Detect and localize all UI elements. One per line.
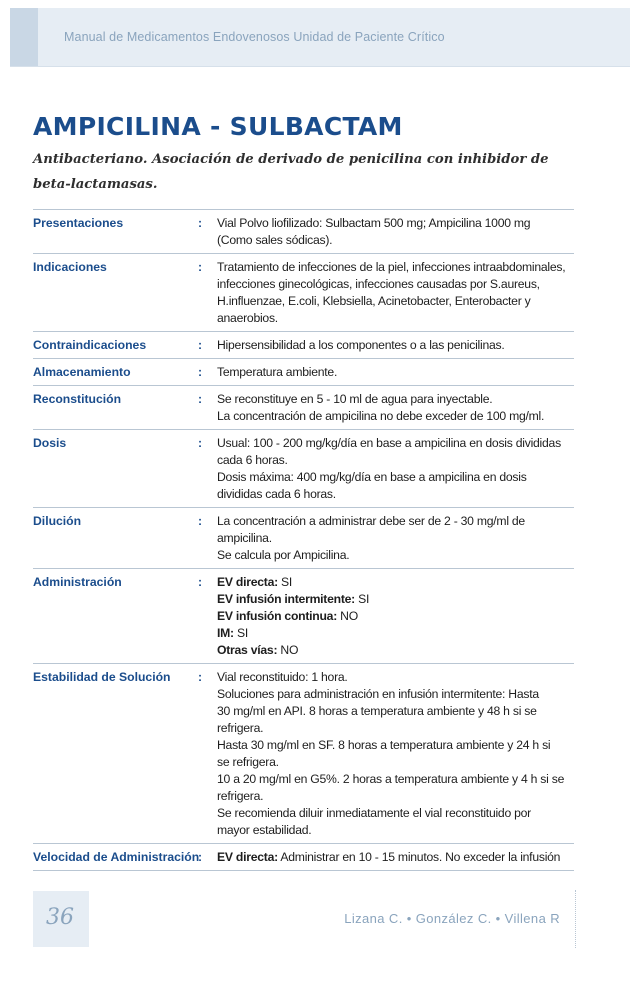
value-line-text: SI (354, 592, 370, 606)
row-separator: : (198, 575, 203, 589)
value-line-text: Vial Polvo liofilizado: Sulbactam 500 mg; Ampicilina 1000 mg (217, 216, 531, 230)
value-line-text: Se reconstituye en 5 - 10 ml de agua para inyectable. (217, 392, 493, 406)
value-line (217, 788, 574, 805)
value-line-text: SI (277, 575, 293, 589)
value-line (217, 642, 574, 659)
value-line-text: se refrigera. (217, 755, 279, 769)
value-line-text: anaerobios. (217, 311, 278, 325)
row-value (217, 337, 574, 354)
row-value (217, 435, 574, 503)
value-line (217, 754, 574, 771)
row-separator: : (198, 260, 203, 274)
value-line (217, 310, 574, 327)
row-separator: : (198, 392, 203, 406)
value-line (217, 276, 574, 293)
value-line-text: divididas cada 6 horas. (217, 487, 336, 501)
row-separator: : (198, 216, 203, 230)
value-line (217, 591, 574, 608)
running-header-title: Manual de Medicamentos Endovenosos Unidad de Paciente Crítico (64, 30, 445, 44)
row-separator: : (198, 338, 203, 352)
value-line-text: Temperatura ambiente. (217, 365, 338, 379)
row-value (217, 391, 574, 425)
value-line-text: ampicilina. (217, 531, 272, 545)
value-line-text: Hipersensibilidad a los componentes o a las penicilinas. (217, 338, 505, 352)
table-row (33, 844, 574, 871)
value-line (217, 435, 574, 452)
table-row (33, 569, 574, 664)
value-line (217, 293, 574, 310)
row-value (217, 259, 574, 327)
row-separator: : (198, 670, 203, 684)
value-line (217, 686, 574, 703)
value-line-text: NO (277, 643, 299, 657)
value-line-text: Tratamiento de infecciones de la piel, infecciones intraabdominales, (217, 260, 566, 274)
value-line-text: Hasta 30 mg/ml en SF. 8 horas a temperatura ambiente y 24 h si (217, 738, 551, 752)
row-separator: : (198, 436, 203, 450)
row-separator: : (198, 850, 203, 864)
value-line-text: 30 mg/ml en API. 8 horas a temperatura ambiente y 48 h si se (217, 704, 537, 718)
value-line (217, 703, 574, 720)
value-line (217, 408, 574, 425)
drug-description: Antibacteriano. Asociación de derivado de penicilina con inhibidor de beta-lactamasas. (33, 152, 549, 192)
row-separator: : (198, 514, 203, 528)
value-line-text: mayor estabilidad. (217, 823, 312, 837)
value-line-text: Dosis máxima: 400 mg/kg/día en base a ampicilina en dosis (217, 470, 527, 484)
value-line-text: refrigera. (217, 721, 264, 735)
value-line-text: Se recomienda diluir inmediatamente el vial reconstituido por (217, 806, 531, 820)
value-line-text: SI (233, 626, 249, 640)
value-line-text: infecciones ginecológicas, infecciones causadas por S.aureus, (217, 277, 540, 291)
header-accent-bar (10, 8, 38, 66)
value-line-text: cada 6 horas. (217, 453, 288, 467)
page-number: 36 (46, 905, 74, 930)
value-line (217, 364, 574, 381)
value-line (217, 669, 574, 686)
row-separator: : (198, 365, 203, 379)
value-line (217, 574, 574, 591)
drug-title: AMPICILINA - SULBACTAM (33, 112, 403, 141)
running-header (10, 8, 630, 67)
row-value (217, 215, 574, 249)
value-line (217, 486, 574, 503)
footer-divider (575, 890, 576, 948)
value-line-text: 10 a 20 mg/ml en G5%. 2 horas a temperatura ambiente y 4 h si se (217, 772, 565, 786)
value-line-text: refrigera. (217, 789, 264, 803)
value-line (217, 805, 574, 822)
table-row (33, 664, 574, 844)
value-line-text: Vial reconstituido: 1 hora. (217, 670, 348, 684)
value-line-text: NO (337, 609, 358, 623)
row-label: Velocidad de Administración (33, 850, 200, 864)
table-row (33, 508, 574, 569)
row-label: Estabilidad de Solución (33, 670, 171, 684)
value-line (217, 625, 574, 642)
value-line-text: Usual: 100 - 200 mg/kg/día en base a ampicilina en dosis divididas (217, 436, 561, 450)
value-line (217, 547, 574, 564)
value-line (217, 608, 574, 625)
value-line (217, 469, 574, 486)
value-line-text: Administrar en 10 - 15 minutos. No exceder la infusión (277, 850, 561, 864)
row-value (217, 574, 574, 659)
table-row (33, 210, 574, 254)
row-label: Presentaciones (33, 216, 124, 230)
value-line (217, 215, 574, 232)
row-value (217, 849, 574, 866)
row-label: Reconstitución (33, 392, 122, 406)
value-line (217, 530, 574, 547)
value-line-heading: EV infusión continua: (217, 609, 338, 623)
value-line-heading: EV directa: (217, 575, 278, 589)
value-line (217, 452, 574, 469)
value-line-text: Soluciones para administración en infusión intermitente: Hasta (217, 687, 539, 701)
value-line-heading: Otras vías: (217, 643, 278, 657)
row-label: Indicaciones (33, 260, 107, 274)
value-line-heading: EV directa: (217, 850, 278, 864)
value-line (217, 259, 574, 276)
value-line (217, 822, 574, 839)
table-row (33, 332, 574, 359)
value-line (217, 232, 574, 249)
value-line-text: La concentración de ampicilina no debe exceder de 100 mg/ml. (217, 409, 545, 423)
row-label: Administración (33, 575, 122, 589)
table-row (33, 359, 574, 386)
value-line-heading: IM: (217, 626, 234, 640)
table-row (33, 430, 574, 508)
row-value (217, 364, 574, 381)
value-line (217, 737, 574, 754)
value-line (217, 849, 574, 866)
footer-authors: Lizana C. • González C. • Villena R (344, 911, 560, 926)
value-line (217, 720, 574, 737)
row-label: Dosis (33, 436, 67, 450)
value-line (217, 391, 574, 408)
drug-info-table (33, 209, 574, 871)
value-line-text: (Como sales sódicas). (217, 233, 333, 247)
value-line-text: H.influenzae, E.coli, Klebsiella, Acinetobacter, Enterobacter y (217, 294, 531, 308)
row-label: Almacenamiento (33, 365, 131, 379)
row-label: Dilución (33, 514, 82, 528)
row-value (217, 513, 574, 564)
value-line (217, 337, 574, 354)
table-row (33, 254, 574, 332)
value-line-text: Se calcula por Ampicilina. (217, 548, 350, 562)
value-line (217, 513, 574, 530)
value-line-heading: EV infusión intermitente: (217, 592, 355, 606)
row-value (217, 669, 574, 839)
row-label: Contraindicaciones (33, 338, 147, 352)
table-row (33, 386, 574, 430)
value-line-text: La concentración a administrar debe ser de 2 - 30 mg/ml de (217, 514, 525, 528)
value-line (217, 771, 574, 788)
